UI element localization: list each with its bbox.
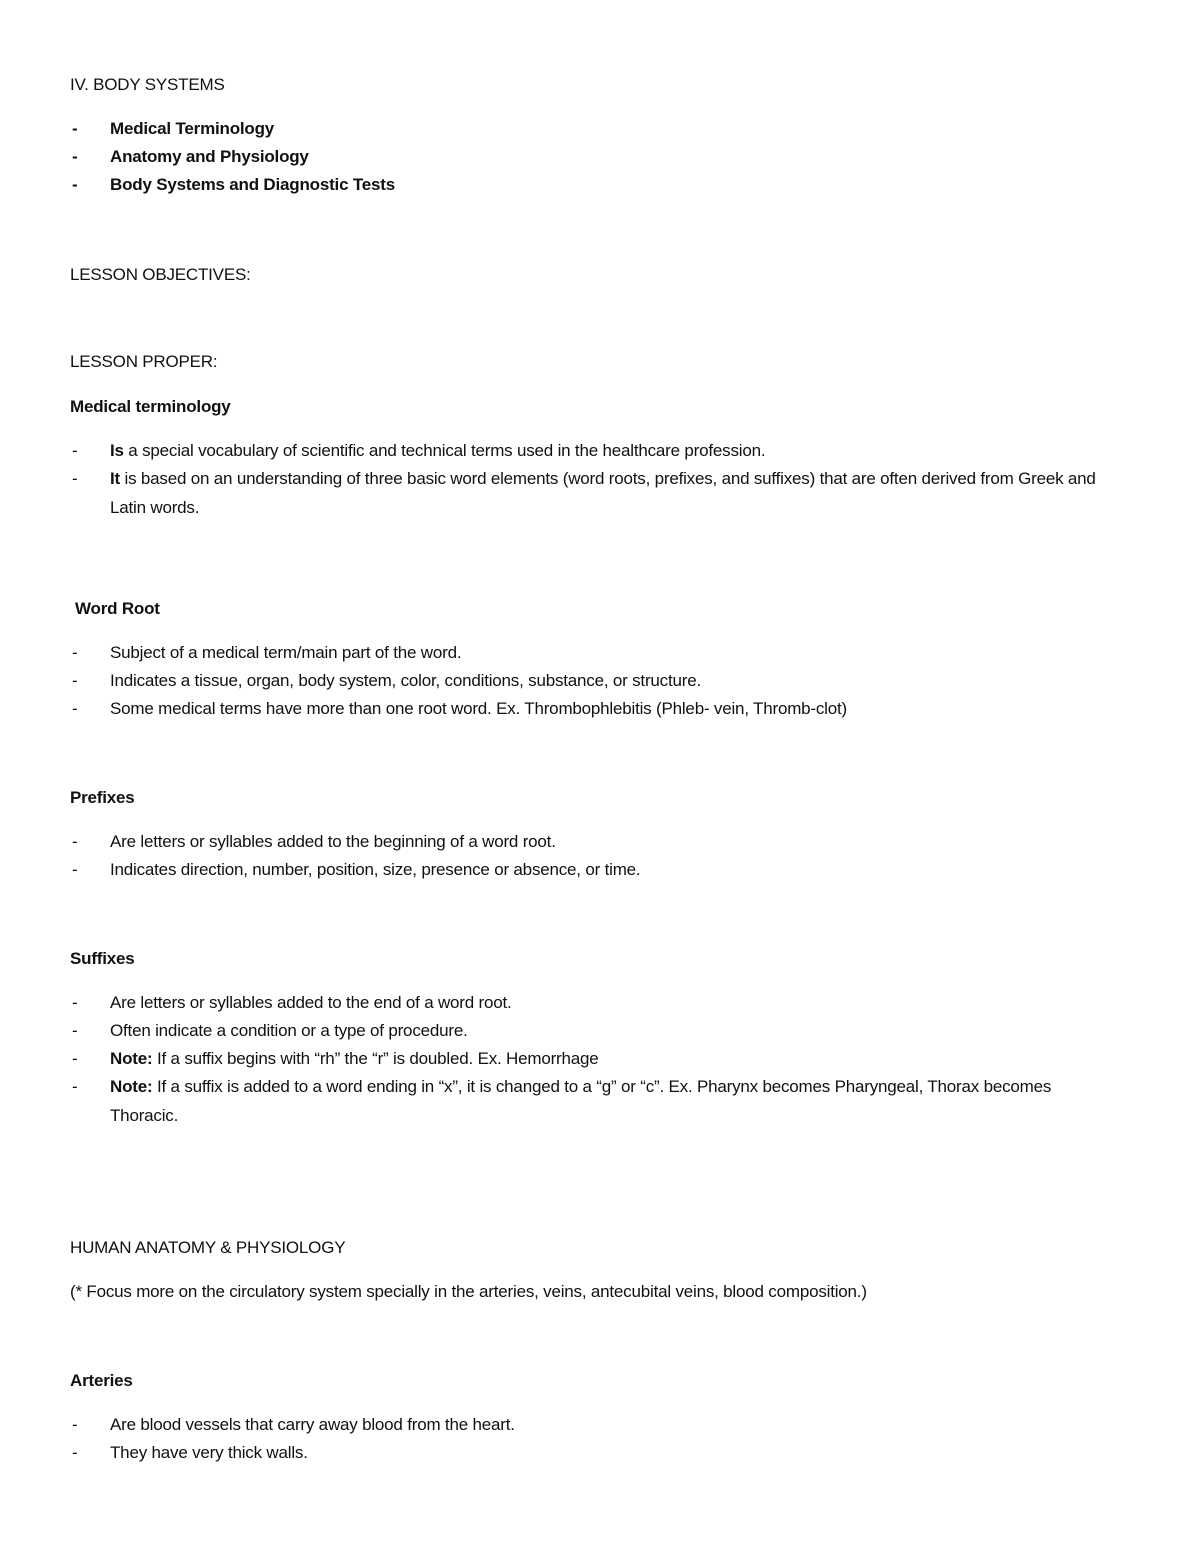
- arteries-heading: Arteries: [70, 1371, 133, 1390]
- list-item: [110, 437, 1120, 466]
- list-item: [110, 1045, 1120, 1074]
- item-text: If a suffix is added to a word ending in “x”, it is changed to a “g” or “c”. Ex. Pharynx becomes Pharyngeal, Thorax becomes Thoracic.: [110, 1077, 1052, 1125]
- section-title: IV. BODY SYSTEMS: [70, 75, 225, 94]
- lesson-proper-heading: LESSON PROPER:: [70, 352, 218, 371]
- list-item: Some medical terms have more than one root word. Ex. Thrombophlebitis (Phleb- vein, Thromb-clot): [110, 699, 848, 718]
- bullet-dash: -: [72, 1415, 78, 1434]
- medical-terminology-heading: Medical terminology: [70, 397, 231, 416]
- bullet-dash: -: [72, 699, 78, 718]
- item-lead: Note:: [110, 1049, 153, 1068]
- prefixes-heading: Prefixes: [70, 788, 135, 807]
- item-lead: It: [110, 469, 120, 488]
- list-item: Are letters or syllables added to the beginning of a word root.: [110, 832, 556, 851]
- list-item: Indicates a tissue, organ, body system, color, conditions, substance, or structure.: [110, 671, 701, 690]
- item-text: a special vocabulary of scientific and technical terms used in the healthcare profession.: [123, 441, 766, 460]
- bullet-dash: -: [72, 147, 78, 166]
- list-item: [110, 989, 1120, 1018]
- list-item: [110, 1017, 1120, 1046]
- objectives-heading: LESSON OBJECTIVES:: [70, 265, 251, 284]
- item-text: If a suffix begins with “rh” the “r” is doubled. Ex. Hemorrhage: [152, 1049, 599, 1068]
- bullet-dash: -: [72, 119, 78, 138]
- topic-item: Body Systems and Diagnostic Tests: [110, 175, 395, 194]
- bullet-dash: -: [72, 1049, 78, 1068]
- bullet-dash: -: [72, 175, 78, 194]
- bullet-dash: -: [72, 832, 78, 851]
- list-item: [110, 465, 1120, 522]
- bullet-dash: -: [72, 860, 78, 879]
- list-item: Indicates direction, number, position, size, presence or absence, or time.: [110, 860, 641, 879]
- bullet-dash: -: [72, 993, 78, 1012]
- list-item: [110, 1073, 1120, 1130]
- suffixes-heading: Suffixes: [70, 949, 135, 968]
- bullet-dash: -: [72, 469, 78, 488]
- bullet-dash: -: [72, 1077, 78, 1096]
- item-text: Are letters or syllables added to the end of a word root.: [110, 993, 512, 1012]
- bullet-dash: -: [72, 643, 78, 662]
- word-root-heading: Word Root: [75, 599, 160, 618]
- list-item: Subject of a medical term/main part of the word.: [110, 643, 462, 662]
- bullet-dash: -: [72, 1021, 78, 1040]
- anatomy-note: (* Focus more on the circulatory system specially in the arteries, veins, antecubital veins, blood composition.): [70, 1282, 867, 1301]
- topic-item: Medical Terminology: [110, 119, 275, 138]
- anatomy-heading: HUMAN ANATOMY & PHYSIOLOGY: [70, 1238, 346, 1257]
- list-item: They have very thick walls.: [110, 1443, 308, 1462]
- bullet-dash: -: [72, 1443, 78, 1462]
- item-lead: Is: [110, 441, 124, 460]
- topic-item: Anatomy and Physiology: [110, 147, 309, 166]
- bullet-dash: -: [72, 671, 78, 690]
- list-item: Are blood vessels that carry away blood from the heart.: [110, 1415, 515, 1434]
- bullet-dash: -: [72, 441, 78, 460]
- item-text: Often indicate a condition or a type of procedure.: [110, 1021, 468, 1040]
- item-text: is based on an understanding of three basic word elements (word roots, prefixes, and suffixes) that are often derived from Greek and Latin words.: [110, 469, 1096, 517]
- item-lead: Note:: [110, 1077, 153, 1096]
